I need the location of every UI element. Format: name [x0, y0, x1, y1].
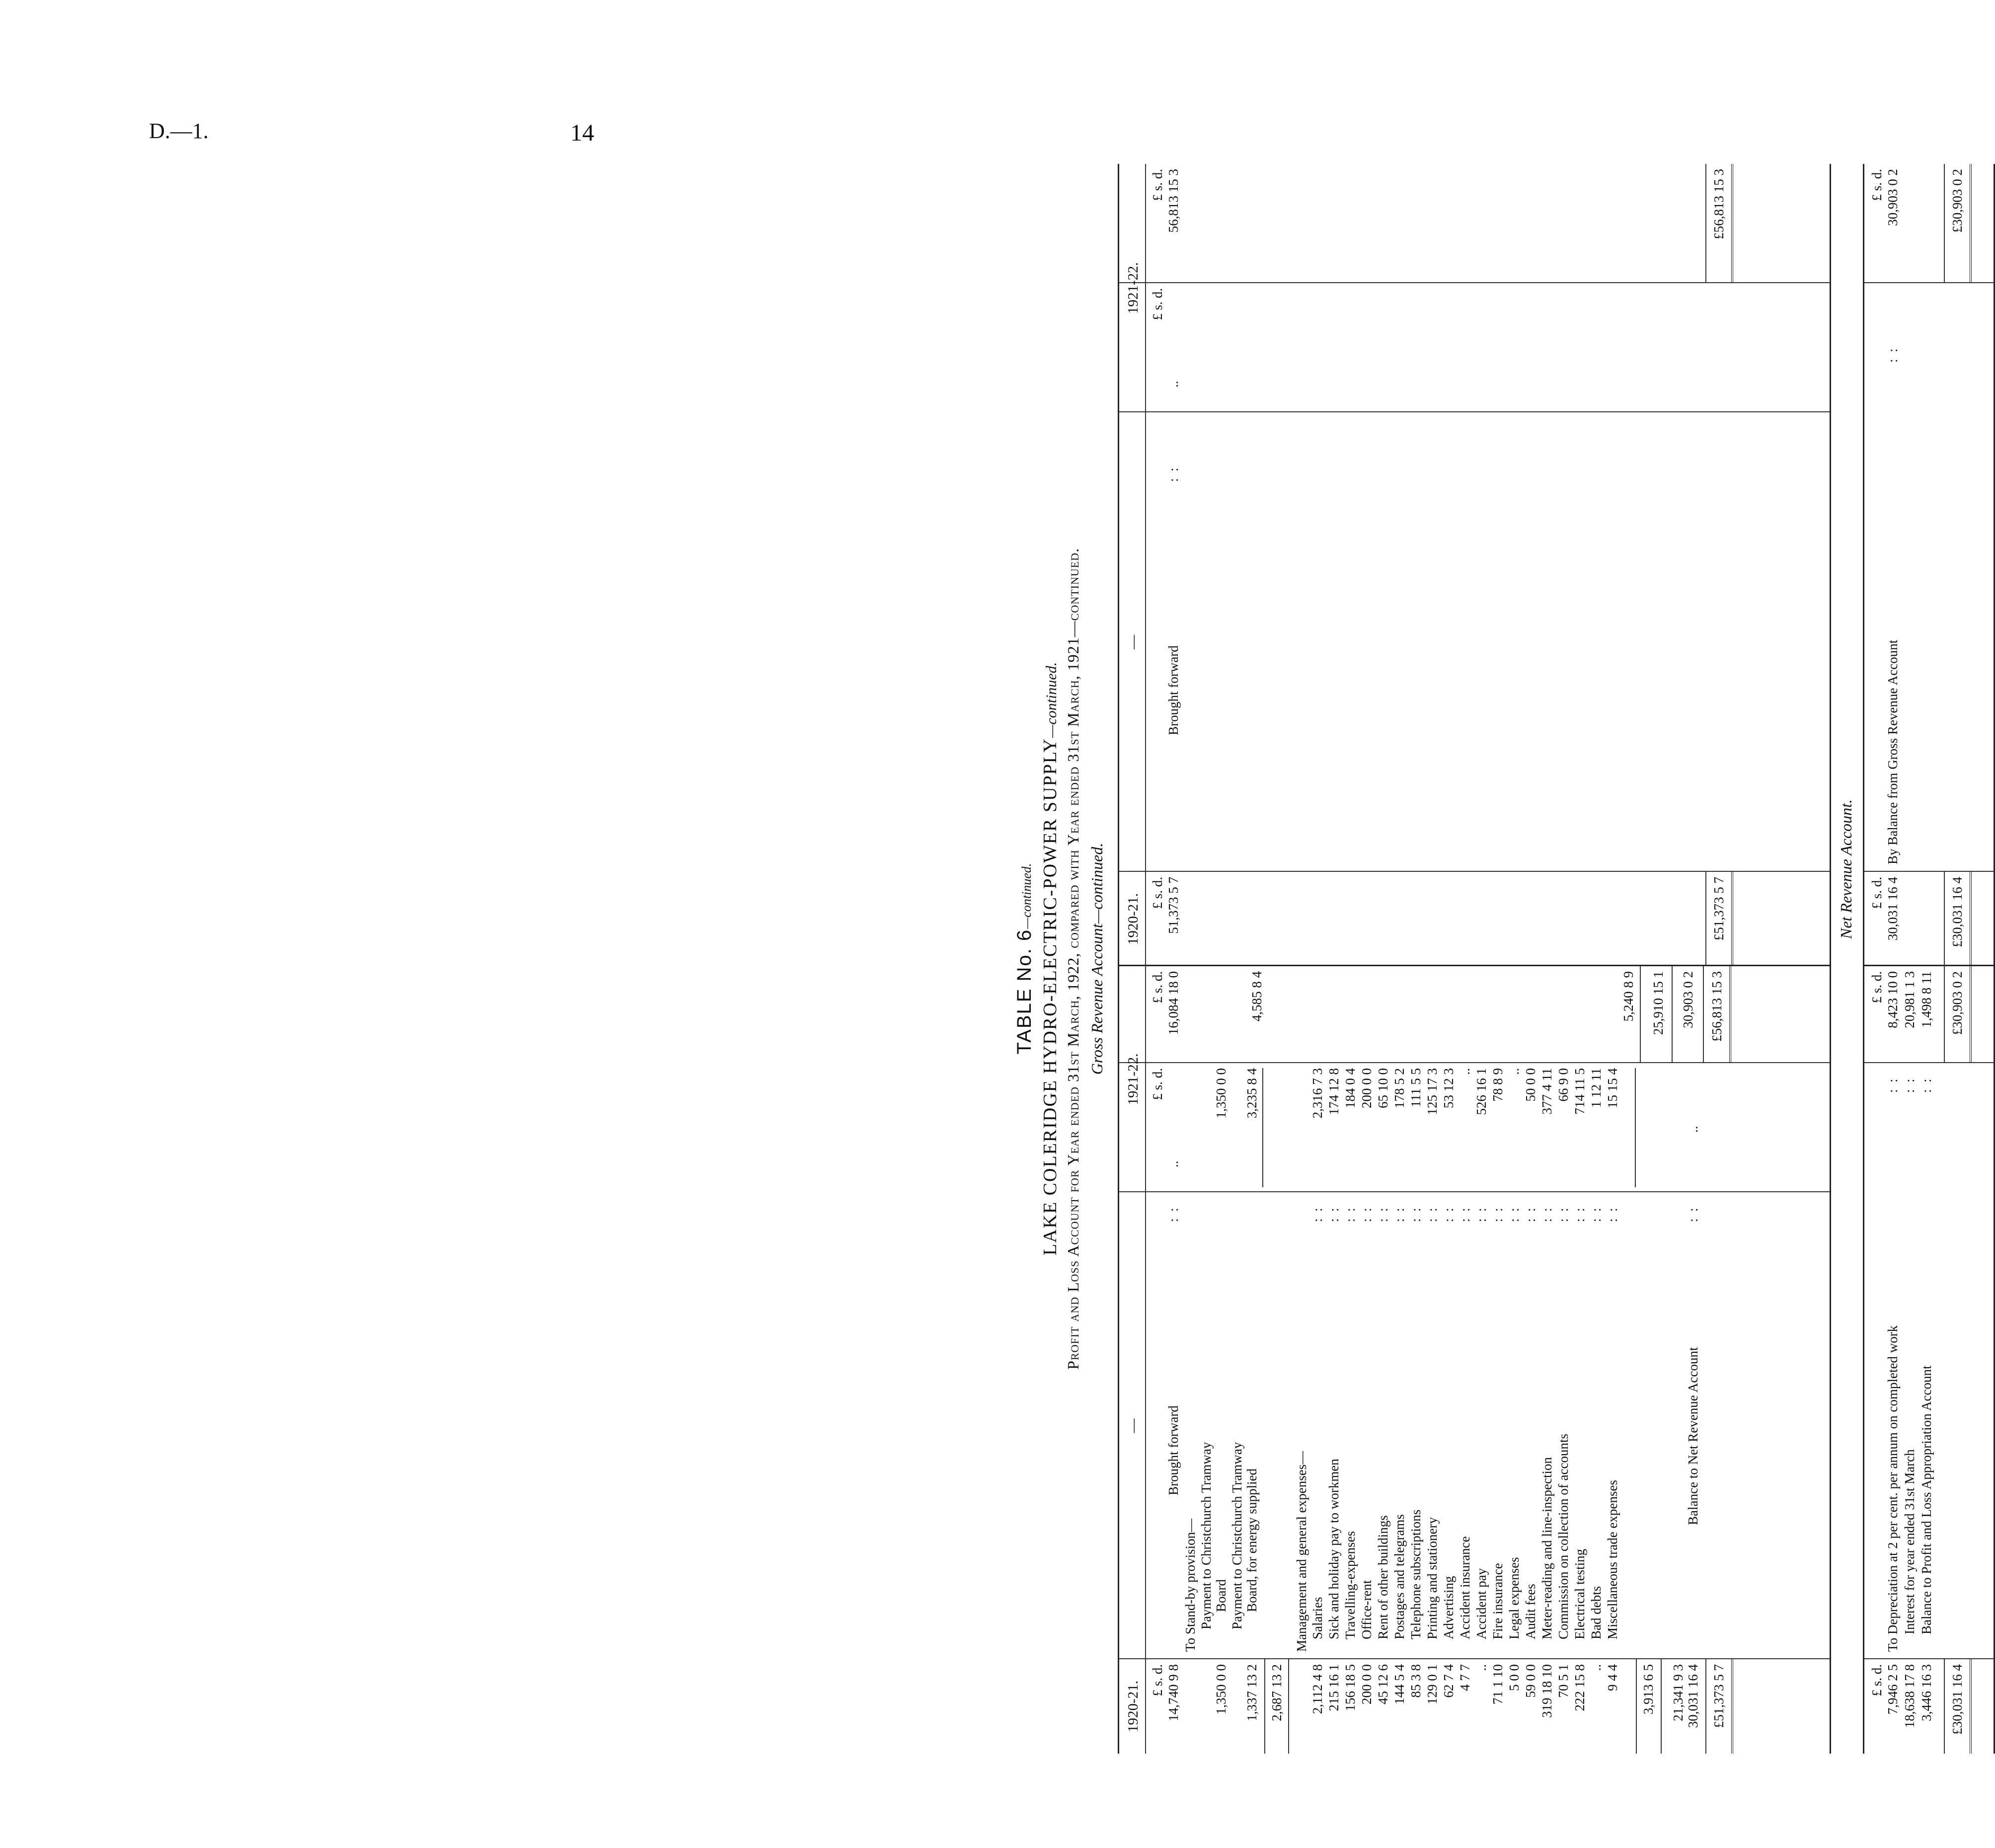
- mgmt-heading: Management and general expenses—: [1294, 1451, 1309, 1652]
- brought-forward-label: Brought forward: [1166, 1405, 1181, 1495]
- brought-forward-1920-21: 14,740 9 8: [1166, 1664, 1181, 1721]
- header-1921-22-credit: 1921-22.: [1125, 262, 1141, 314]
- mgmt-item-1921-22: 714 11 5: [1572, 1068, 1587, 1115]
- mgmt-item-1921-22: 174 12 8: [1326, 1068, 1341, 1115]
- net-credit-total-1920-21: £30,031 16 4: [1950, 877, 1965, 947]
- mgmt-item-label: Printing and stationery: [1425, 1517, 1440, 1639]
- credit-brought-forward-1920-21: 51,373 5 7: [1166, 877, 1181, 934]
- mgmt-item-1921-22: 50 0 0: [1523, 1068, 1538, 1102]
- supply-title: LAKE COLERIDGE HYDRO-ELECTRIC-POWER SUPPLY—continued.: [1040, 662, 1061, 1256]
- net-credit-1921-22: 30,903 0 2: [1885, 169, 1900, 226]
- net-credit-label: By Balance from Gross Revenue Account: [1885, 639, 1900, 864]
- mgmt-item-1920-21: 5 0 0: [1507, 1664, 1522, 1691]
- page-code: D.—1.: [149, 119, 209, 143]
- lsd-unit: £ s. d.: [1869, 169, 1884, 201]
- mgmt-item-1920-21: 59 0 0: [1523, 1664, 1538, 1698]
- net-debit-item-1920-21: 7,946 2 5: [1885, 1664, 1900, 1715]
- mgmt-item-1920-21: 2,112 4 8: [1310, 1664, 1325, 1714]
- mgmt-item-1921-22: 526 16 1: [1474, 1068, 1489, 1115]
- mgmt-item-1920-21: 144 5 4: [1392, 1664, 1407, 1704]
- mgmt-item-1920-21: 9 4 4: [1605, 1664, 1620, 1691]
- mgmt-total-1921-22: 5,240 8 9: [1621, 971, 1636, 1022]
- mgmt-item-label: Audit fees: [1523, 1584, 1538, 1639]
- mgmt-item-1921-22: 377 4 11: [1539, 1068, 1554, 1115]
- mgmt-item-1920-21: 156 18 5: [1343, 1664, 1358, 1711]
- mgmt-item-label: Salaries: [1310, 1597, 1325, 1639]
- mgmt-item-1921-22: ..: [1507, 1068, 1522, 1075]
- mgmt-item-1921-22: 65 10 0: [1376, 1068, 1390, 1108]
- lsd-unit: £ s. d.: [1150, 1664, 1165, 1696]
- net-debit-item-1921-22: 20,981 1 3: [1902, 971, 1917, 1028]
- mgmt-item-label: Telephone subscriptions: [1408, 1509, 1423, 1639]
- mgmt-item-label: Fire insurance: [1490, 1563, 1505, 1639]
- subtotal-1920-21: 21,341 9 3: [1671, 1664, 1686, 1721]
- mgmt-item-1921-22: 111 5 5: [1408, 1068, 1423, 1107]
- balance-1920-21: 30,031 16 4: [1686, 1664, 1700, 1728]
- mgmt-item-1921-22: 2,316 7 3: [1310, 1068, 1325, 1119]
- page-number: 14: [570, 120, 594, 146]
- lsd-unit: £ s. d.: [1869, 877, 1884, 909]
- accounts-sheet: [1118, 164, 1965, 1754]
- net-debit-item-label: Balance to Profit and Loss Appropriation Account: [1919, 1365, 1934, 1634]
- payment-tramway-1-label: Payment to Christchurch Tramway: [1199, 1442, 1214, 1629]
- gross-revenue-table: 1920-21. — 1921-22. 1920-21. — 1921-22. £ s. d. £ s. d. £ s. d. £ s. d. £ s. d. £ s. d. Brought forward : : 14,740 9 8 .. 16,084 18 0 To Stand-by provision— Payment to Christchurch Tramway Board 1,350 0 0 1,350 0 0 Payment to Christchurch Tramway Board, for energy supplied 1,337 13 2 3,235 8 4 4,585 8 4 2,687 13 2 Management and general expenses— Salaries : : 2,112 4 8 2,316 7 3 Sick and holiday pay to workmen : : 215 16 1 174 12 8 Travelling-expenses : : 156 18 5 184 0 4 Office-rent : : 200 0 0 200 0 0 Rent of other buildings : : 45 12 6 65 10 0 Postages and telegrams : : 144 5 4 178 5 2 Telephone subscriptions : : 85 3 8 111 5 5 Printing and stationery : : 129 0 1 125 17 3 Advertising : : 62 7 4 53 12 3 Accident insurance : : 4 7 7 .. Accident pay : : .. 526 16 1 Fire insurance : : 71 1 10 78 8 9 Legal expenses : : 5 0 0 .. Audit fees : : 59 0 0 50 0 0 Meter-reading and line-inspection : : 319 18 10 377 4 11 Commission on collection of accounts : : 70 5 1 66 9 0 Electrical testing : : 222 15 8 714 11 5 Bad debts : : .. 1 12 11 Miscellaneous trade expenses : : 9 4 4 15 15 4 5,240 8 9 3,913 6 5 21,341 9 3 25,910 15 1 Balance to Net Revenue Account : : 30,031 16 4 .. 30,903 0 2 £51,373 5 7 £56,813 15 3 Brought forward : : 51,373 5 7 .. 56,813 15 3 £51,373 5 7 £56,813 15 3: [1118, 164, 1831, 1754]
- account-title: Profit and Loss Account for Year ended 31st March, 1922, compared with Year ended 31st March, 1921—continued.: [1064, 548, 1082, 1370]
- mgmt-item-label: Electrical testing: [1572, 1548, 1587, 1639]
- mgmt-item-1920-21: 62 7 4: [1441, 1664, 1456, 1698]
- gross-revenue-title: Gross Revenue Account—continued.: [1088, 843, 1106, 1075]
- lsd-unit: £ s. d.: [1150, 971, 1165, 1003]
- mgmt-item-1920-21: 129 0 1: [1425, 1664, 1440, 1704]
- subtotal-1921-22: 25,910 15 1: [1651, 971, 1666, 1035]
- mgmt-item-1920-21: 319 18 10: [1539, 1664, 1554, 1718]
- mgmt-item-label: Miscellaneous trade expenses: [1605, 1480, 1620, 1639]
- mgmt-item-1921-22: 15 15 4: [1605, 1068, 1620, 1108]
- credit-brought-forward-sub: ..: [1166, 381, 1181, 387]
- balance-label: Balance to Net Revenue Account: [1686, 1347, 1700, 1525]
- mgmt-item-label: Meter-reading and line-inspection: [1539, 1457, 1554, 1639]
- lsd-unit: £ s. d.: [1150, 288, 1165, 320]
- header-dash-debit: —: [1125, 1418, 1141, 1433]
- rotated-table-block: [1008, 164, 1965, 1754]
- mgmt-item-label: Rent of other buildings: [1376, 1515, 1390, 1639]
- payment-tramway-1-1920-21: 1,350 0 0: [1214, 1664, 1228, 1715]
- payment-tramway-2-label: Payment to Christchurch Tramway: [1229, 1442, 1244, 1629]
- balance-1921-22: 30,903 0 2: [1681, 971, 1695, 1028]
- title-block: [1008, 164, 1113, 1754]
- mgmt-item-1921-22: 66 9 0: [1556, 1068, 1571, 1102]
- header-dash-credit: —: [1125, 635, 1141, 649]
- mgmt-item-label: Sick and holiday pay to workmen: [1326, 1459, 1341, 1639]
- payment-tramway-2-1920-21: 1,337 13 2: [1244, 1664, 1259, 1721]
- net-debit-item-label: Interest for year ended 31st March: [1902, 1449, 1917, 1634]
- mgmt-item-1920-21: ..: [1589, 1664, 1604, 1671]
- mgmt-item-1921-22: 178 5 2: [1392, 1068, 1407, 1108]
- mgmt-item-1920-21: 215 16 1: [1326, 1664, 1341, 1711]
- mgmt-item-label: Commission on collection of accounts: [1556, 1434, 1571, 1639]
- mgmt-item-1920-21: 45 12 6: [1376, 1664, 1390, 1704]
- mgmt-item-1921-22: ..: [1458, 1068, 1472, 1075]
- standby-total-1921-22: 4,585 8 4: [1249, 971, 1264, 1022]
- mgmt-item-label: Bad debts: [1589, 1586, 1604, 1639]
- credit-total-1920-21: £51,373 5 7: [1711, 877, 1726, 941]
- lsd-unit: £ s. d.: [1869, 971, 1884, 1003]
- net-revenue-title: Net Revenue Account.: [1837, 799, 1855, 939]
- standby-total-1920-21: 2,687 13 2: [1269, 1664, 1284, 1721]
- debit-total-1921-22: £56,813 15 3: [1709, 971, 1724, 1042]
- mgmt-item-label: Postages and telegrams: [1392, 1514, 1407, 1639]
- mgmt-total-1920-21: 3,913 6 5: [1641, 1664, 1656, 1715]
- mgmt-item-1921-22: 78 8 9: [1490, 1068, 1505, 1102]
- mgmt-item-label: Legal expenses: [1507, 1557, 1522, 1639]
- mgmt-item-1920-21: 70 5 1: [1556, 1664, 1571, 1698]
- net-debit-total-1920-21: £30,031 16 4: [1950, 1664, 1965, 1735]
- credit-brought-forward-label: Brought forward: [1166, 645, 1181, 735]
- mgmt-item-1920-21: 200 0 0: [1359, 1664, 1374, 1704]
- table-number: TABLE No. 6—continued.: [1013, 863, 1035, 1055]
- mgmt-item-label: Travelling-expenses: [1343, 1531, 1358, 1639]
- lsd-unit: £ s. d.: [1150, 877, 1165, 909]
- mgmt-item-1920-21: 85 3 8: [1408, 1664, 1423, 1698]
- net-credit-1920-21: 30,031 16 4: [1885, 877, 1900, 941]
- lsd-unit: £ s. d.: [1869, 1664, 1884, 1696]
- credit-brought-forward-1921-22: 56,813 15 3: [1166, 169, 1181, 233]
- mgmt-item-1920-21: ..: [1474, 1664, 1489, 1671]
- header-1920-21-debit: 1920-21.: [1125, 1681, 1141, 1732]
- mgmt-item-label: Accident insurance: [1458, 1536, 1472, 1639]
- header-1920-21-credit: 1920-21.: [1125, 893, 1141, 945]
- net-debit-item-1920-21: 18,638 17 8: [1902, 1664, 1917, 1728]
- header-1921-22-debit: 1921-22.: [1125, 1053, 1141, 1105]
- net-debit-total-1921-22: £30,903 0 2: [1950, 971, 1965, 1035]
- mgmt-item-1921-22: 1 12 11: [1589, 1068, 1604, 1108]
- net-debit-item-1920-21: 3,446 16 3: [1919, 1664, 1934, 1721]
- mgmt-item-1920-21: 71 1 10: [1490, 1664, 1505, 1704]
- mgmt-item-1920-21: 222 15 8: [1572, 1664, 1587, 1711]
- standby-heading: To Stand-by provision—: [1183, 1518, 1198, 1652]
- mgmt-item-label: Advertising: [1441, 1576, 1456, 1639]
- mgmt-item-1921-22: 200 0 0: [1359, 1068, 1374, 1108]
- net-debit-item-label: To Depreciation at 2 per cent. per annum on completed work: [1885, 1325, 1900, 1652]
- mgmt-item-1921-22: 53 12 3: [1441, 1068, 1456, 1108]
- payment-tramway-2-label-b: Board, for energy supplied: [1244, 1468, 1259, 1612]
- mgmt-item-1920-21: 4 7 7: [1458, 1664, 1472, 1691]
- net-credit-total-1921-22: £30,903 0 2: [1950, 169, 1965, 233]
- net-debit-item-1921-22: 8,423 10 0: [1885, 971, 1900, 1028]
- credit-total-1921-22: £56,813 15 3: [1711, 169, 1726, 239]
- debit-total-1920-21: £51,373 5 7: [1711, 1664, 1726, 1728]
- lsd-unit: £ s. d.: [1150, 169, 1165, 201]
- lsd-unit: £ s. d.: [1150, 1068, 1165, 1100]
- payment-tramway-2-1921-22: 3,235 8 4: [1244, 1068, 1259, 1119]
- payment-tramway-1-1921-22: 1,350 0 0: [1214, 1068, 1228, 1119]
- net-revenue-table: £ s. d. £ s. d. £ s. d. £ s. d. To Depreciation at 2 per cent. per annum on completed work : : 7,946 2 5 8,423 10 0 Interest for year ended 31st March : : 18,638 17 8 20,981 1 3 Balance to Profit and Loss Appropriation Account : : 3,446 16 3 1,498 8 11 By Balance from Gross Revenue Account : : 30,031 16 4 30,903 0 2 £30,031 16 4 £30,903 0 2 £30,031 16 4 £30,903 0 2: [1863, 164, 1995, 1754]
- mgmt-item-label: Office-rent: [1359, 1580, 1374, 1639]
- mgmt-item-1921-22: 184 0 4: [1343, 1068, 1358, 1108]
- net-debit-item-1921-22: 1,498 8 11: [1919, 971, 1934, 1028]
- brought-forward-1921-22: 16,084 18 0: [1166, 971, 1181, 1035]
- mgmt-item-1921-22: 125 17 3: [1425, 1068, 1440, 1115]
- mgmt-item-label: Accident pay: [1474, 1568, 1489, 1639]
- payment-tramway-1-label-b: Board: [1214, 1579, 1228, 1612]
